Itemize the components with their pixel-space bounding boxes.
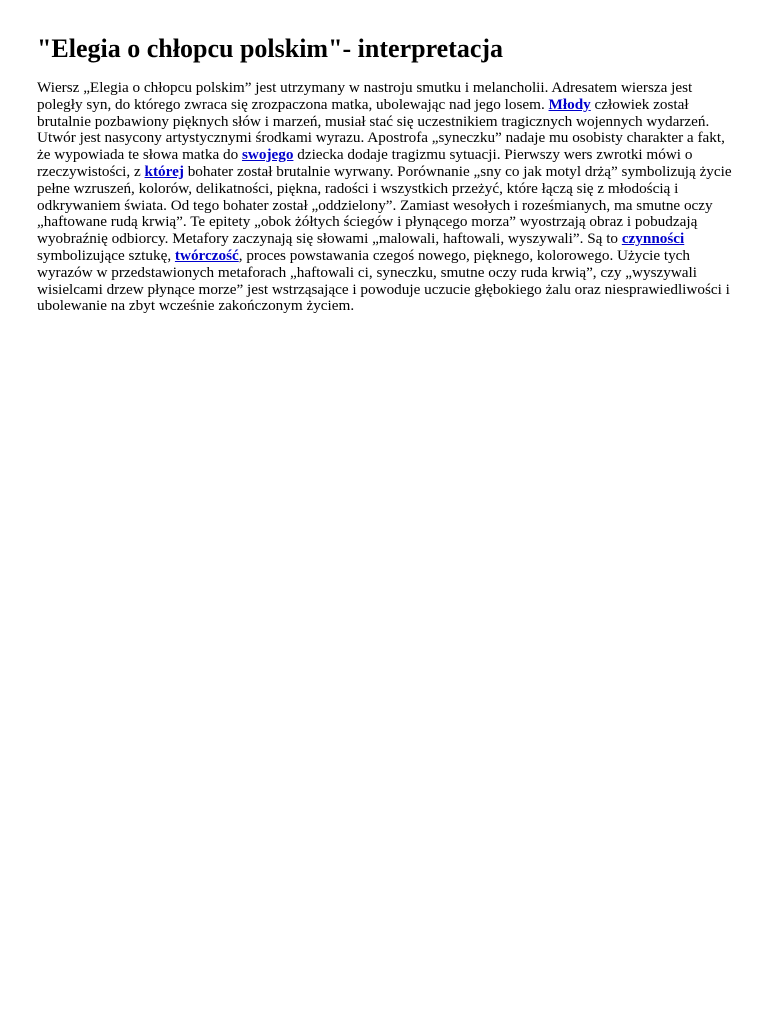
link-ktorej[interactable]: której	[144, 162, 184, 180]
paragraph-text: dziecka dodaje tragizmu sytuacji. Pierwszy wers zwrotki mówi o rzeczywistości, z	[37, 146, 693, 180]
paragraph-text: bohater został brutalnie wyrwany. Porównanie „sny co jak motyl drżą” symbolizują życie pełne wzruszeń, kolorów, delikatności, piękna, radości i wszystkich przeżyć, które łączą się z młodością i odkrywaniem świata. Od tego bohater został „oddzielony”. Zamiast wesołych i roześmianych, ma smutne oczy „haftowane rudą krwią”. Te epitety „obok żółtych ściegów i płynącego morza” wyostrzają obraz i pobudzają wyobraźnię odbiorcy. Metafory zaczynają się słowami „malowali, haftowali, wyszywali”. Są to	[37, 162, 732, 248]
paragraph-text: , proces powstawania czegoś nowego, pięknego, kolorowego. Użycie tych wyrazów w przedstawionych metaforach „haftowali ci, syneczku, smutne oczy ruda krwią”, czy „wyszywali wisielcami drzew płynące morze” jest wstrząsające i powoduje uczucie głębokiego żalu oraz niesprawiedliwości i ubolewanie na zbyt wcześnie zakończonym życiem.	[37, 246, 730, 315]
document-page	[37, 32, 733, 330]
article-paragraph	[37, 80, 733, 315]
link-tworczosc[interactable]: twórczość	[174, 246, 239, 264]
page-title: "Elegia o chłopcu polskim"- interpretacja	[37, 34, 504, 63]
link-swojego[interactable]: swojego	[241, 146, 294, 164]
paragraph-text: Wiersz „Elegia o chłopcu polskim” jest utrzymany w nastroju smutku i melancholii. Adresatem wiersza jest poległy syn, do którego zwraca się zrozpaczona matka, ubolewając nad jego losem.	[37, 79, 693, 113]
link-czynnosci[interactable]: czynności	[621, 230, 685, 248]
paragraph-text: symbolizujące sztukę,	[37, 246, 175, 264]
link-mlody[interactable]: Młody	[548, 95, 591, 113]
paragraph-text: człowiek został brutalnie pozbawiony pięknych słów i marzeń, musiał stać się uczestnikiem tragicznych wojennych wydarzeń. Utwór jest nasycony artystycznymi środkami wyrazu. Apostrofa „syneczku” nadaje mu osobisty charakter a fakt, że wypowiada te słowa matka do	[37, 95, 725, 164]
